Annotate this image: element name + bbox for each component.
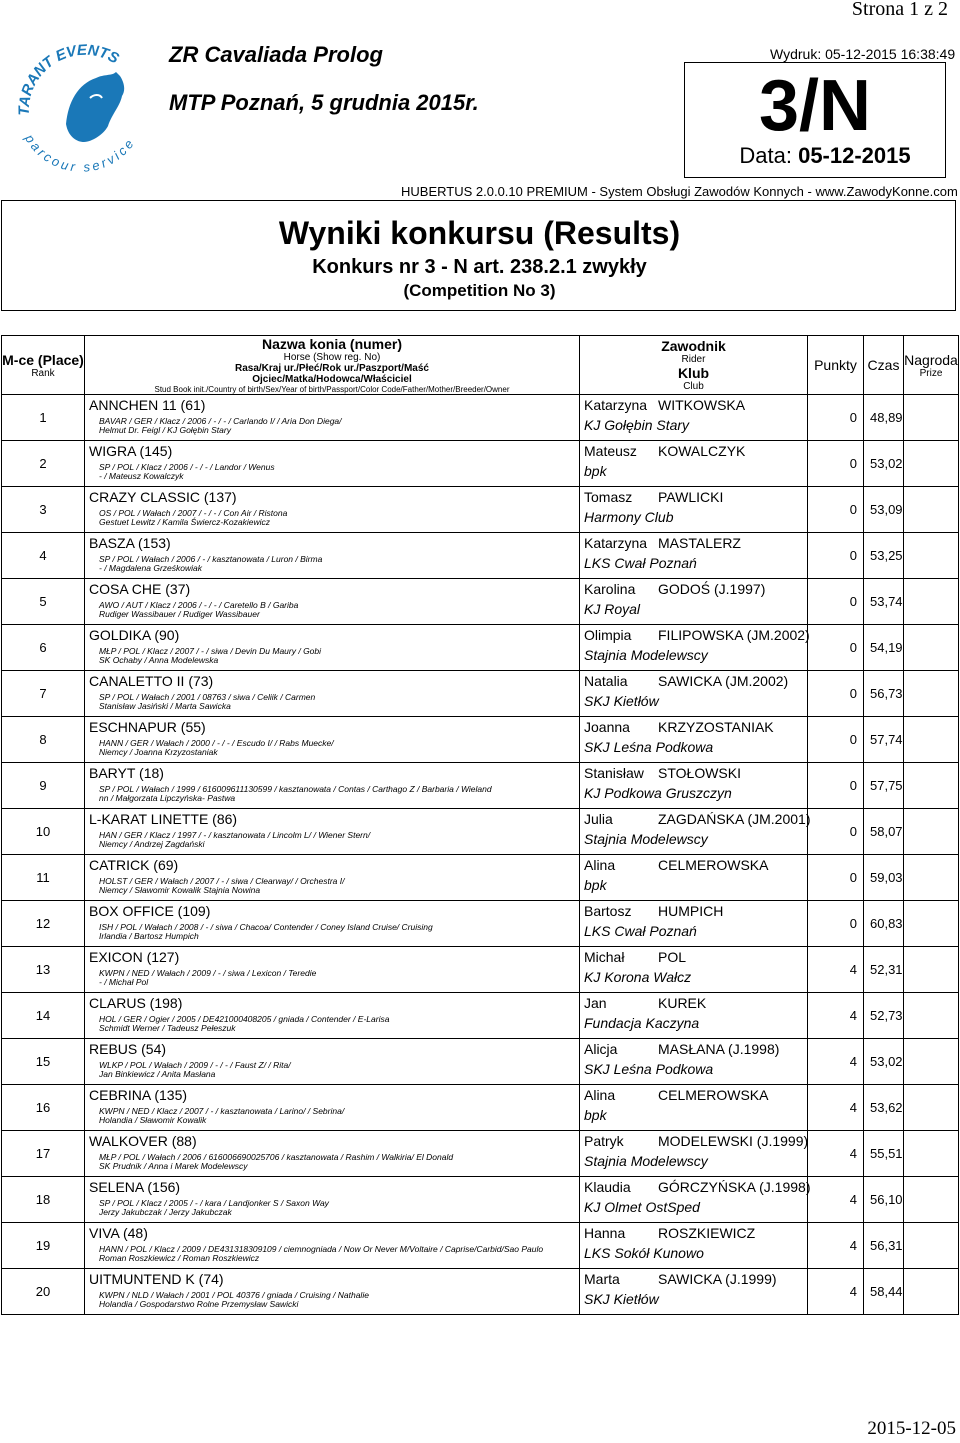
rider-first-name: Natalia — [584, 673, 628, 689]
horse-name: CANALETTO II (73) — [89, 673, 214, 689]
horse-details: KWPN / NED / Wałach / 2009 / - / siwa / Lexicon / Teredie — [99, 968, 317, 978]
date-value: 05-12-2015 — [798, 143, 911, 168]
points-cell: 4 — [808, 1223, 864, 1269]
time-cell: 57,75 — [864, 763, 904, 809]
horse-details: MŁP / POL / Wałach / 2006 / 616006690025706 / kasztanowata / Rashim / Walkiria/ El Donald — [99, 1152, 454, 1162]
time-cell: 55,51 — [864, 1131, 904, 1177]
rider-cell — [580, 441, 808, 487]
rank-cell: 13 — [2, 947, 85, 993]
competition-name-en: (Competition No 3) — [403, 281, 556, 300]
table-row — [2, 993, 959, 1039]
rank-cell: 6 — [2, 625, 85, 671]
horse-cell — [85, 763, 580, 809]
rider-first-name: Alina — [584, 1087, 616, 1103]
rider-club: Fundacja Kaczyna — [584, 1015, 700, 1031]
rider-cell — [580, 625, 808, 671]
col-points: Punkty — [808, 336, 864, 395]
rider-first-name: Patryk — [584, 1133, 624, 1149]
horse-name: CRAZY CLASSIC (137) — [89, 489, 237, 505]
prize-cell — [904, 1131, 959, 1177]
horse-cell — [85, 947, 580, 993]
rank-cell: 15 — [2, 1039, 85, 1085]
rank-cell: 12 — [2, 901, 85, 947]
points-cell: 0 — [808, 487, 864, 533]
horse-cell — [85, 533, 580, 579]
rank-cell: 10 — [2, 809, 85, 855]
horse-details: HAN / GER / Klacz / 1997 / - / kasztanowata / Lincolm L/ / Wiener Stern/ — [99, 830, 371, 840]
rider-last-name: FILIPOWSKA (JM.2002) — [658, 627, 810, 643]
horse-cell — [85, 993, 580, 1039]
horse-breeder-owner: Schmidt Werner / Tadeusz Pełeszuk — [99, 1023, 236, 1033]
rider-club: bpk — [584, 1107, 607, 1123]
rider-cell — [580, 947, 808, 993]
col-rider: Zawodnik Rider Klub Club — [580, 336, 808, 395]
rider-first-name: Joanna — [584, 719, 630, 735]
table-row — [2, 809, 959, 855]
rider-club: LKS Cwał Poznań — [584, 555, 697, 571]
rider-first-name: Hanna — [584, 1225, 626, 1241]
rider-last-name: KRZYZOSTANIAK — [658, 719, 774, 735]
points-cell: 0 — [808, 625, 864, 671]
points-cell: 0 — [808, 855, 864, 901]
time-cell: 52,73 — [864, 993, 904, 1039]
time-cell: 53,25 — [864, 533, 904, 579]
points-cell: 4 — [808, 1039, 864, 1085]
horse-details: OS / POL / Wałach / 2007 / - / - / Con Air / Ristona — [99, 508, 288, 518]
prize-cell — [904, 533, 959, 579]
prize-cell — [904, 671, 959, 717]
points-cell: 0 — [808, 901, 864, 947]
points-cell: 0 — [808, 671, 864, 717]
horse-breeder-owner: - / Michał Pol — [99, 977, 149, 987]
horse-name: BASZA (153) — [89, 535, 171, 551]
rider-first-name: Marta — [584, 1271, 620, 1287]
rider-last-name: KOWALCZYK — [658, 443, 746, 459]
prize-cell — [904, 763, 959, 809]
horse-cell — [85, 1177, 580, 1223]
event-title: ZR Cavaliada Prolog — [169, 42, 383, 67]
col-horse: Nazwa konia (numer) Horse (Show reg. No) Rasa/Kraj ur./Płeć/Rok ur./Paszport/Maść Ojciec/Matka/Hodowca/Właściciel Stud Book init./Country of birth/Sex/Year of birth/Passport/Color Code/Father/Mother/Breeder/Owner — [85, 336, 580, 395]
rider-club: SKJ Leśna Podkowa — [584, 1061, 714, 1077]
rider-club: KJ Royal — [584, 601, 641, 617]
rider-last-name: MASŁANA (J.1998) — [658, 1041, 780, 1057]
horse-details: SP / POL / Klacz / 2005 / - / kara / Landjonker S / Saxon Way — [99, 1198, 329, 1208]
horse-details: HANN / GER / Wałach / 2000 / - / - / Escudo I/ / Rabs Muecke/ — [99, 738, 334, 748]
rider-club: Stajnia Modelewscy — [584, 1153, 708, 1169]
time-cell: 53,74 — [864, 579, 904, 625]
horse-cell — [85, 809, 580, 855]
horse-name: CATRICK (69) — [89, 857, 179, 873]
rider-cell — [580, 809, 811, 855]
horse-name: WIGRA (145) — [89, 443, 173, 459]
horse-details: ISH / POL / Wałach / 2008 / - / siwa / Chacoa/ Contender / Coney Island Cruise/ Cruising — [99, 922, 433, 932]
prize-cell — [904, 855, 959, 901]
col-place: M-ce (Place) Rank — [2, 336, 85, 395]
horse-details: HOLST / GER / Wałach / 2007 / - / siwa / Clearway/ / Orchestra I/ — [99, 876, 345, 886]
rider-last-name: WITKOWSKA — [658, 397, 746, 413]
horse-name: BARYT (18) — [89, 765, 164, 781]
horse-name: CLARUS (198) — [89, 995, 183, 1011]
rider-club: KJ Gołębin Stary — [584, 417, 690, 433]
rider-cell — [580, 487, 808, 533]
rider-club: KJ Olmet OstSped — [584, 1199, 700, 1215]
rank-cell: 18 — [2, 1177, 85, 1223]
horse-cell — [85, 579, 580, 625]
rank-cell: 19 — [2, 1223, 85, 1269]
horse-details: KWPN / NED / Klacz / 2007 / - / kasztanowata / Larino/ / Sebrina/ — [99, 1106, 345, 1116]
horse-breeder-owner: Gestuet Lewitz / Kamila Świercz-Kozakiewicz — [99, 517, 271, 527]
time-cell: 53,02 — [864, 441, 904, 487]
points-cell: 4 — [808, 947, 864, 993]
horse-name: VIVA (48) — [89, 1225, 148, 1241]
time-cell: 56,73 — [864, 671, 904, 717]
rider-cell — [580, 1039, 808, 1085]
rider-cell — [580, 579, 808, 625]
horse-details: KWPN / NLD / Wałach / 2001 / POL 40376 / gniada / Cruising / Nathalie — [99, 1290, 369, 1300]
table-row — [2, 1085, 959, 1131]
rank-cell: 3 — [2, 487, 85, 533]
horse-details: SP / POL / Wałach / 2006 / - / kasztanowata / Luron / Birma — [99, 554, 323, 564]
table-row — [2, 855, 959, 901]
time-cell: 58,07 — [864, 809, 904, 855]
rider-club: KJ Korona Wałcz — [584, 969, 692, 985]
table-row — [2, 717, 959, 763]
competition-code: 3/N — [758, 66, 872, 146]
horse-name: BOX OFFICE (109) — [89, 903, 211, 919]
time-cell: 52,31 — [864, 947, 904, 993]
horse-details: HANN / POL / Klacz / 2009 / DE431318309109 / ciemnogniada / Now Or Never M/Voltaire / Caprise/Carbid/Sao Paulo — [99, 1244, 544, 1254]
horse-details: HOL / GER / Ogier / 2005 / DE421000408205 / gniada / Contender / E-Larisa — [99, 1014, 390, 1024]
prize-cell — [904, 1039, 959, 1085]
rider-first-name: Bartosz — [584, 903, 632, 919]
table-row — [2, 947, 959, 993]
rider-club: Stajnia Modelewscy — [584, 647, 708, 663]
logo-text-bottom: parcour service — [22, 131, 139, 175]
rank-cell: 20 — [2, 1269, 85, 1315]
horse-cell — [85, 1085, 580, 1131]
points-cell: 0 — [808, 441, 864, 487]
horse-name: L-KARAT LINETTE (86) — [89, 811, 238, 827]
horse-cell — [85, 671, 580, 717]
rider-first-name: Michał — [584, 949, 625, 965]
horse-name: GOLDIKA (90) — [89, 627, 180, 643]
rank-cell: 1 — [2, 395, 85, 441]
prize-cell — [904, 901, 959, 947]
horse-breeder-owner: Niemcy / Joanna Krzyzostaniak — [99, 747, 218, 757]
horse-cell — [85, 901, 580, 947]
rank-cell: 2 — [2, 441, 85, 487]
horse-breeder-owner: Rudiger Wassibauer / Rudiger Wassibauer — [99, 609, 260, 619]
points-cell: 4 — [808, 1269, 864, 1315]
points-cell: 4 — [808, 1177, 864, 1223]
rider-last-name: MODELEWSKI (J.1999) — [658, 1133, 809, 1149]
rider-last-name: CELMEROWSKA — [658, 857, 769, 873]
prize-cell — [904, 809, 959, 855]
competition-code-box — [684, 62, 946, 178]
horse-details: SP / POL / Wałach / 1999 / 616009611130599 / kasztanowata / Contas / Carthago Z / Barbaria / Wieland — [99, 784, 492, 794]
time-cell: 54,19 — [864, 625, 904, 671]
rider-club: bpk — [584, 463, 607, 479]
rank-cell: 8 — [2, 717, 85, 763]
rider-club: LKS Sokół Kunowo — [584, 1245, 704, 1261]
horse-name: ESCHNAPUR (55) — [89, 719, 206, 735]
rider-last-name: KUREK — [658, 995, 707, 1011]
rank-cell: 7 — [2, 671, 85, 717]
rider-first-name: Karolina — [584, 581, 636, 597]
rank-cell: 5 — [2, 579, 85, 625]
rider-cell — [580, 1085, 808, 1131]
horse-breeder-owner: Roman Roszkiewicz / Roman Roszkiewicz — [99, 1253, 260, 1263]
rider-cell — [580, 533, 808, 579]
date-label: Data: — [739, 143, 792, 168]
prize-cell — [904, 625, 959, 671]
horse-cell — [85, 1269, 580, 1315]
table-row — [2, 1223, 959, 1269]
rider-last-name: HUMPICH — [658, 903, 724, 919]
rider-cell — [580, 855, 808, 901]
horse-name: REBUS (54) — [89, 1041, 167, 1057]
rider-cell — [580, 993, 808, 1039]
rider-club: KJ Podkowa Gruszczyn — [584, 785, 732, 801]
table-row — [2, 579, 959, 625]
rider-first-name: Alicja — [584, 1041, 618, 1057]
horse-cell — [85, 395, 580, 441]
points-cell: 0 — [808, 717, 864, 763]
rider-cell — [580, 1131, 808, 1177]
event-subtitle: MTP Poznań, 5 grudnia 2015r. — [169, 90, 479, 115]
rider-club: Stajnia Modelewscy — [584, 831, 708, 847]
table-row — [2, 487, 959, 533]
rider-last-name: PAWLICKI — [658, 489, 724, 505]
horse-details: WLKP / POL / Wałach / 2009 / - / - / Faust Z/ / Rita/ — [99, 1060, 291, 1070]
rider-first-name: Katarzyna — [584, 535, 648, 551]
rider-club: SKJ Kietłów — [584, 693, 659, 709]
horse-name: SELENA (156) — [89, 1179, 181, 1195]
prize-cell — [904, 441, 959, 487]
horse-cell — [85, 855, 580, 901]
prize-cell — [904, 993, 959, 1039]
prize-cell — [904, 1177, 959, 1223]
time-cell: 58,44 — [864, 1269, 904, 1315]
col-prize: Nagroda Prize — [904, 336, 959, 395]
page-number: Strona 1 z 2 — [851, 0, 948, 20]
table-row — [2, 395, 959, 441]
horse-name: ANNCHEN 11 (61) — [89, 397, 206, 413]
time-cell: 48,89 — [864, 395, 904, 441]
rank-cell: 17 — [2, 1131, 85, 1177]
rider-cell — [580, 395, 808, 441]
rider-last-name: ROSZKIEWICZ — [658, 1225, 756, 1241]
horse-cell — [85, 1039, 580, 1085]
print-timestamp: Wydruk: 05-12-2015 16:38:49 — [770, 46, 956, 62]
rider-club: SKJ Leśna Podkowa — [584, 739, 714, 755]
col-time: Czas — [864, 336, 904, 395]
prize-cell — [904, 487, 959, 533]
rider-cell — [580, 717, 808, 763]
points-cell: 0 — [808, 763, 864, 809]
rank-cell: 14 — [2, 993, 85, 1039]
rider-first-name: Alina — [584, 857, 616, 873]
points-cell: 4 — [808, 993, 864, 1039]
time-cell: 60,83 — [864, 901, 904, 947]
time-cell: 57,74 — [864, 717, 904, 763]
prize-cell — [904, 579, 959, 625]
time-cell: 53,02 — [864, 1039, 904, 1085]
rank-cell: 4 — [2, 533, 85, 579]
rider-cell — [580, 1177, 811, 1223]
software-credit: HUBERTUS 2.0.0.10 PREMIUM - System Obsługi Zawodów Konnych - www.ZawodyKonne.com — [401, 184, 958, 199]
results-header-row — [2, 336, 959, 395]
results-heading-box — [1, 200, 956, 311]
horse-name: EXICON (127) — [89, 949, 180, 965]
time-cell: 53,09 — [864, 487, 904, 533]
horse-breeder-owner: Niemcy / Andrzej Zagdański — [99, 839, 205, 849]
rider-club: bpk — [584, 877, 607, 893]
horse-cell — [85, 625, 580, 671]
horse-breeder-owner: - / Magdalena Grześkowiak — [99, 563, 202, 573]
horse-breeder-owner: Stanisław Jasiński / Marta Sawicka — [99, 701, 231, 711]
table-row — [2, 901, 959, 947]
rider-last-name: ZAGDAŃSKA (JM.2001) — [658, 811, 811, 827]
horse-breeder-owner: Niemcy / Sławomir Kowalik Stajnia Nowina — [99, 885, 261, 895]
horse-name: COSA CHE (37) — [89, 581, 191, 597]
rider-cell — [580, 1223, 808, 1269]
points-cell: 0 — [808, 395, 864, 441]
results-table — [1, 335, 959, 1315]
rider-first-name: Stanisław — [584, 765, 644, 781]
horse-details: SP / POL / Wałach / 2001 / 08763 / siwa / Celiik / Carmen — [99, 692, 316, 702]
horse-details: SP / POL / Klacz / 2006 / - / - / Landor / Wenus — [99, 462, 275, 472]
time-cell: 59,03 — [864, 855, 904, 901]
rank-cell: 16 — [2, 1085, 85, 1131]
rider-last-name: POL — [658, 949, 687, 965]
rider-cell — [580, 1269, 808, 1315]
tarant-events-logo — [8, 32, 158, 182]
horse-breeder-owner: Irlandia / Bartosz Humpich — [99, 931, 199, 941]
horse-name: CEBRINA (135) — [89, 1087, 188, 1103]
points-cell: 4 — [808, 1131, 864, 1177]
horse-breeder-owner: Jerzy Jakubczak / Jerzy Jakubczak — [99, 1207, 232, 1217]
horse-cell — [85, 1223, 580, 1269]
horse-breeder-owner: nn / Małgorzata Lipczyńska- Pastwa — [99, 793, 236, 803]
prize-cell — [904, 947, 959, 993]
rider-last-name: SAWICKA (JM.2002) — [658, 673, 789, 689]
rider-last-name: GÓRCZYŃSKA (J.1998) — [658, 1179, 811, 1195]
points-cell: 4 — [808, 1085, 864, 1131]
table-row — [2, 1131, 959, 1177]
time-cell: 53,62 — [864, 1085, 904, 1131]
time-cell: 56,10 — [864, 1177, 904, 1223]
table-row — [2, 763, 959, 809]
rider-club: Harmony Club — [584, 509, 674, 525]
table-row — [2, 671, 959, 717]
prize-cell — [904, 1085, 959, 1131]
rider-last-name: SAWICKA (J.1999) — [658, 1271, 777, 1287]
competition-name: Konkurs nr 3 - N art. 238.2.1 zwykły — [312, 256, 647, 278]
rider-first-name: Tomasz — [584, 489, 633, 505]
prize-cell — [904, 395, 959, 441]
table-row — [2, 533, 959, 579]
horse-breeder-owner: Jan Binkiewicz / Anita Masłana — [99, 1069, 216, 1079]
table-row — [2, 1177, 959, 1223]
rider-club: SKJ Kietłów — [584, 1291, 659, 1307]
rank-cell: 11 — [2, 855, 85, 901]
prize-cell — [904, 1223, 959, 1269]
table-row — [2, 441, 959, 487]
horse-breeder-owner: SK Ochaby / Anna Modelewska — [99, 655, 219, 665]
logo-text-top: TARANT EVENTS — [15, 41, 122, 116]
results-title: Wyniki konkursu (Results) — [278, 215, 681, 251]
horse-details: BAVAR / GER / Klacz / 2006 / - / - / Carlando I/ / Aria Don Diega/ — [99, 416, 342, 426]
horse-name: WALKOVER (88) — [89, 1133, 197, 1149]
horse-details: MŁP / POL / Klacz / 2007 / - / siwa / Devin Du Maury / Gobi — [99, 646, 322, 656]
horse-breeder-owner: SK Prudnik / Anna i Marek Modelewscy — [99, 1161, 248, 1171]
table-row — [2, 625, 959, 671]
rider-cell — [580, 763, 808, 809]
rider-last-name: STOŁOWSKI — [658, 765, 741, 781]
footer-date: 2015-12-05 — [867, 1418, 956, 1439]
horse-breeder-owner: Helmut Dr. Feigl / KJ Gołębin Stary — [99, 425, 231, 435]
rider-first-name: Jan — [584, 995, 607, 1011]
table-row — [2, 1039, 959, 1085]
prize-cell — [904, 717, 959, 763]
rank-cell: 9 — [2, 763, 85, 809]
horse-cell — [85, 717, 580, 763]
table-row — [2, 1269, 959, 1315]
rider-club: LKS Cwał Poznań — [584, 923, 697, 939]
points-cell: 0 — [808, 579, 864, 625]
horse-cell — [85, 441, 580, 487]
horse-cell — [85, 1131, 580, 1177]
horse-cell — [85, 487, 580, 533]
horse-breeder-owner: Holandia / Sławomir Kowalik — [99, 1115, 207, 1125]
horse-details: AWO / AUT / Klacz / 2006 / - / - / Caretello B / Gariba — [99, 600, 299, 610]
rider-last-name: MASTALERZ — [658, 535, 741, 551]
prize-cell — [904, 1269, 959, 1315]
points-cell: 0 — [808, 533, 864, 579]
rider-first-name: Klaudia — [584, 1179, 631, 1195]
horse-name: UITMUNTEND K (74) — [89, 1271, 224, 1287]
rider-first-name: Julia — [584, 811, 613, 827]
rider-first-name: Mateusz — [584, 443, 637, 459]
rider-last-name: GODOŚ (J.1997) — [658, 581, 766, 597]
points-cell: 0 — [808, 809, 864, 855]
rider-last-name: CELMEROWSKA — [658, 1087, 769, 1103]
time-cell: 56,31 — [864, 1223, 904, 1269]
rider-cell — [580, 671, 808, 717]
competition-date — [705, 143, 945, 169]
horse-breeder-owner: Holandia / Gospodarstwo Rolne Przemysław Sawicki — [99, 1299, 299, 1309]
horse-breeder-owner: - / Mateusz Kowalczyk — [99, 471, 184, 481]
rider-cell — [580, 901, 808, 947]
rider-first-name: Olimpia — [584, 627, 632, 643]
rider-first-name: Katarzyna — [584, 397, 648, 413]
